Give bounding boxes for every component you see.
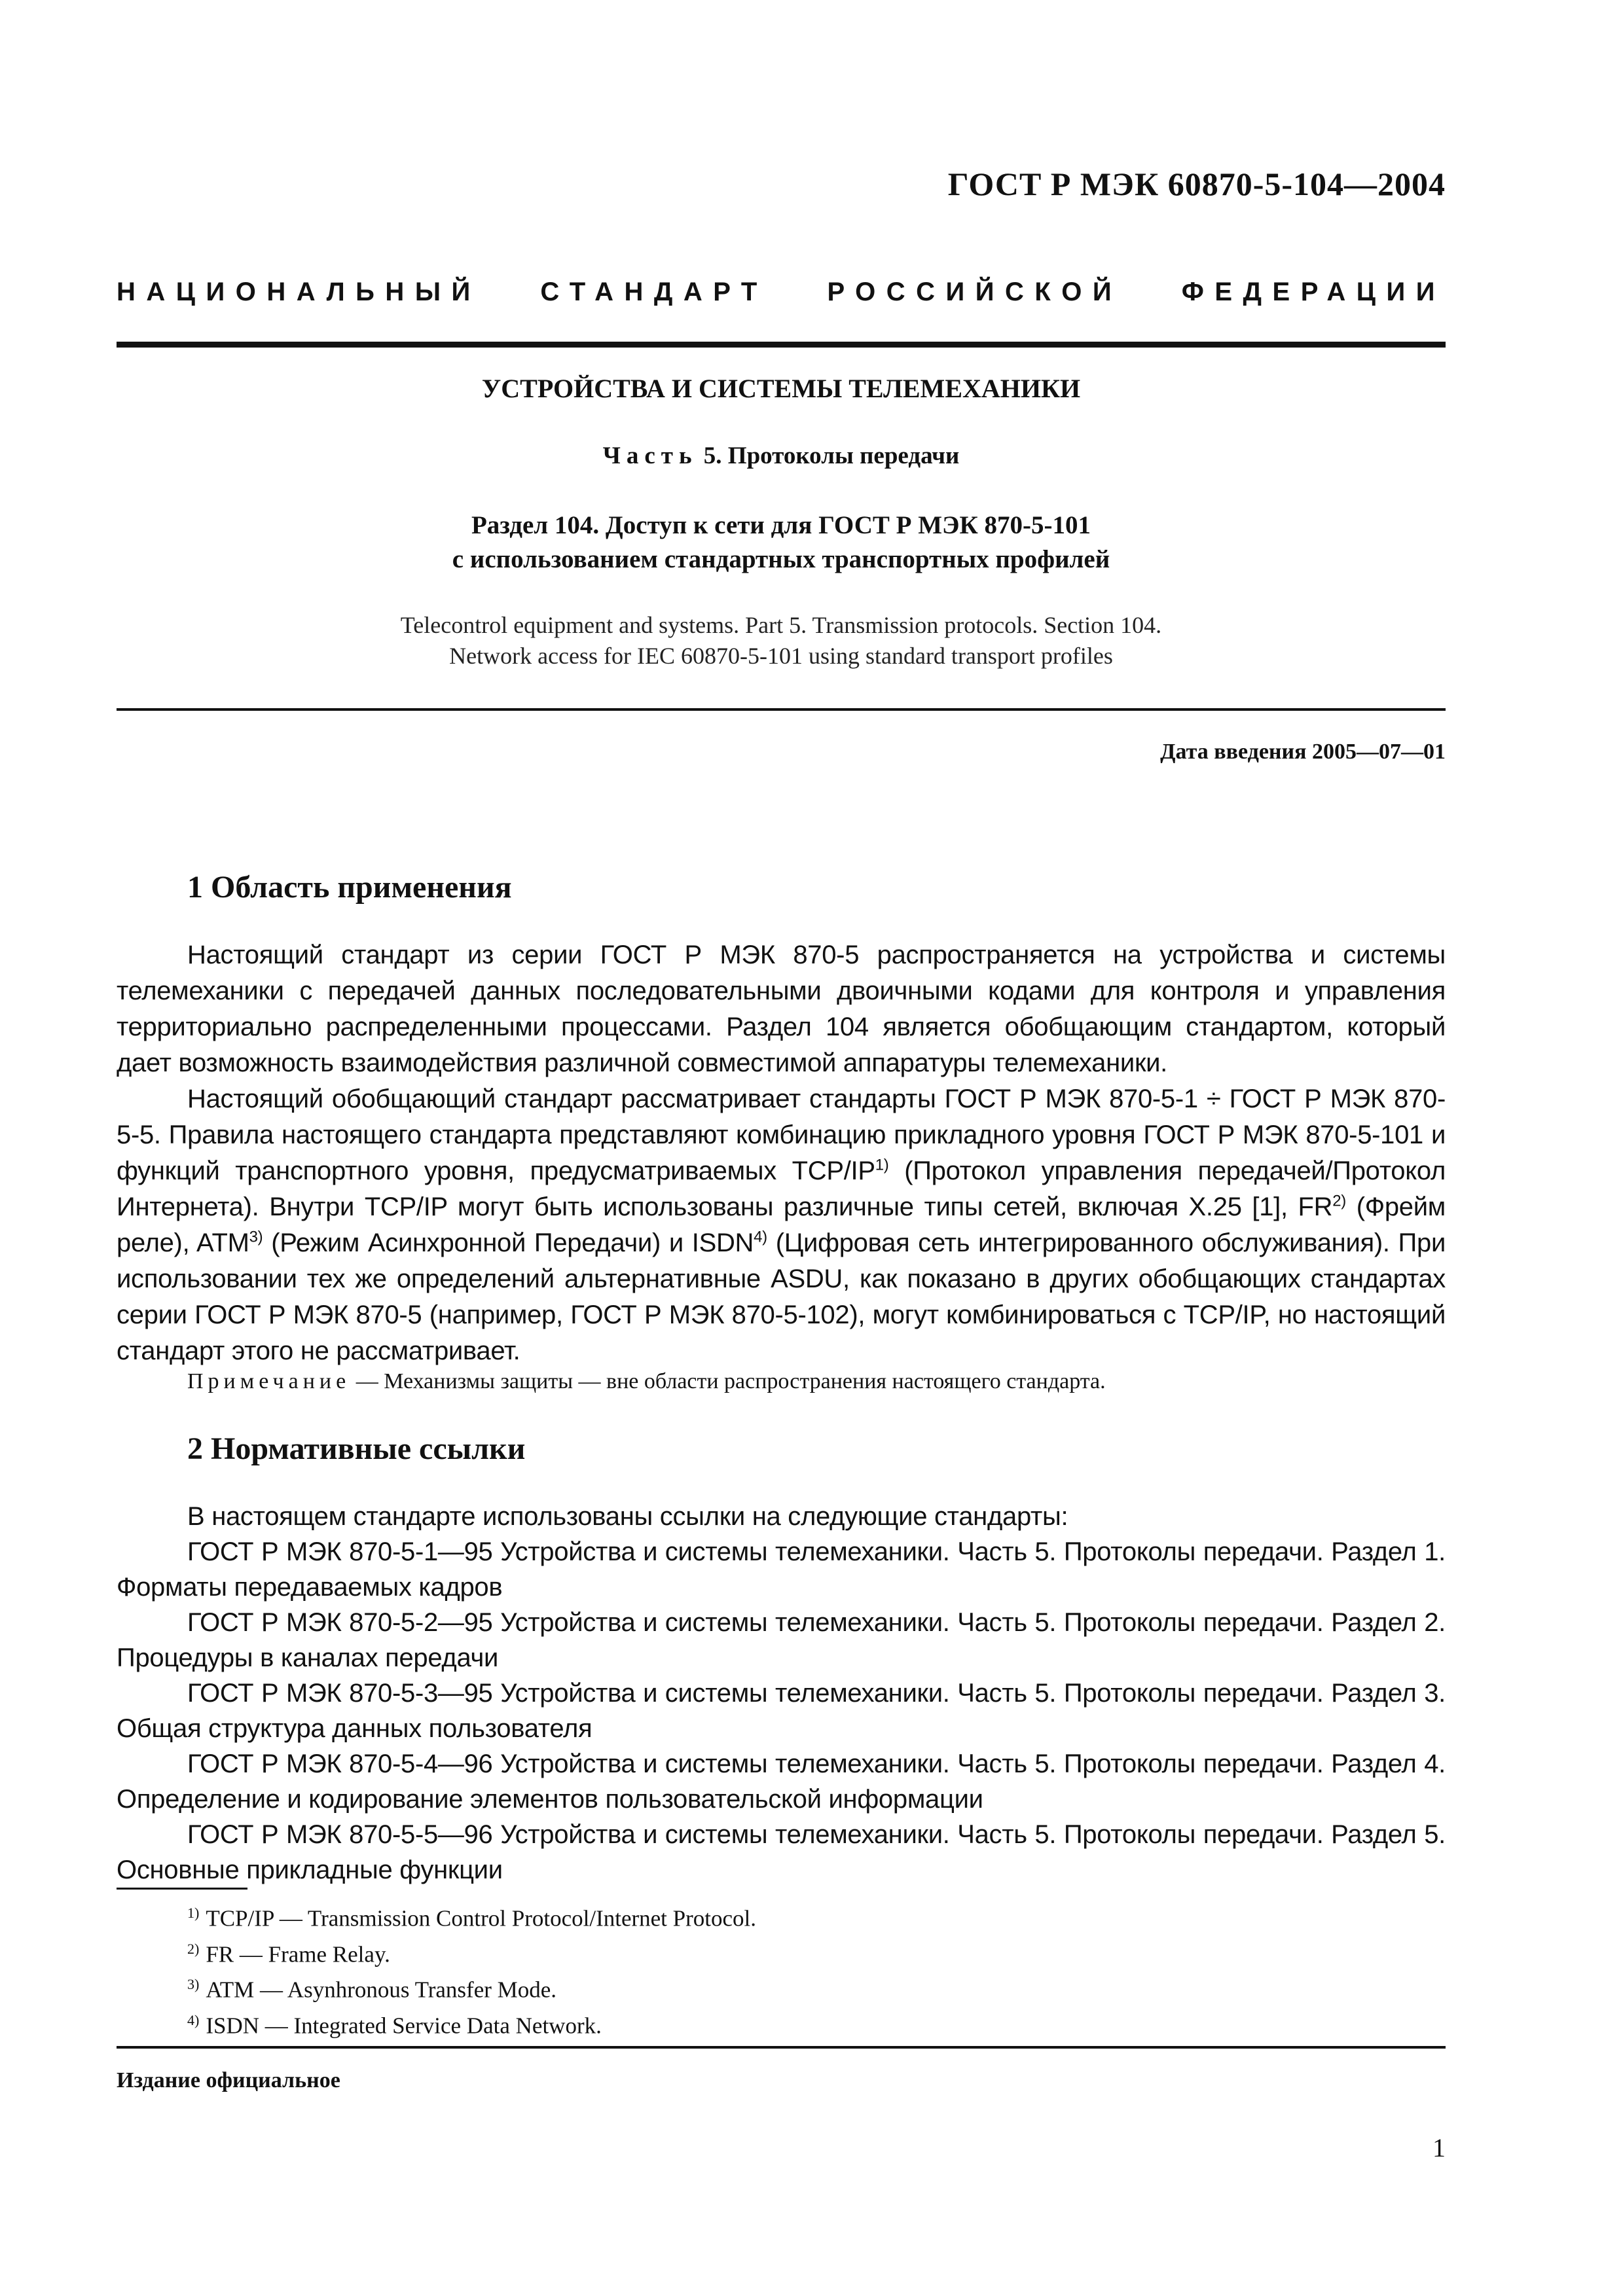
section-1-paragraph-2 — [117, 1081, 1446, 1369]
national-standard-heading: НАЦИОНАЛЬНЫЙ СТАНДАРТ РОССИЙСКОЙ ФЕДЕРАЦИИ — [117, 278, 1446, 306]
footnote-mark: 3) — [187, 1976, 200, 1993]
footnote-ref-3: 3) — [249, 1228, 263, 1246]
footnote-divider — [117, 1888, 247, 1890]
reference-item: ГОСТ Р МЭК 870-5-4—96 Устройства и системы телемеханики. Часть 5. Протоколы передачи. Раздел 4. Определение и кодирование элементов пользовательской информации — [117, 1749, 1446, 1814]
footnote-item — [187, 1969, 756, 2005]
footnote-ref-1: 1) — [875, 1156, 889, 1174]
page-number: 1 — [1432, 2133, 1446, 2162]
top-divider — [117, 342, 1446, 348]
section-1-heading: 1 Область применения — [187, 870, 512, 905]
part-rest: 5. Протоколы передачи — [703, 442, 960, 469]
footer-divider — [117, 2046, 1446, 2049]
reference-item: ГОСТ Р МЭК 870-5-2—95 Устройства и системы телемеханики. Часть 5. Протоколы передачи. Раздел 2. Процедуры в каналах передачи — [117, 1608, 1446, 1672]
paragraph-2-part-c: (Фрейм реле), ATM — [117, 1193, 1446, 1257]
english-title-line-1: Telecontrol equipment and systems. Part 5. Transmission protocols. Section 104. — [400, 612, 1162, 638]
part-title — [117, 442, 1446, 470]
part-label: Часть — [602, 442, 698, 469]
footnote-ref-2: 2) — [1332, 1192, 1346, 1210]
section-title-line-1: Раздел 104. Доступ к сети для ГОСТ Р МЭК 870-5-101 — [471, 511, 1091, 539]
normative-references — [117, 1499, 1446, 1888]
footnote-item — [187, 1934, 756, 1970]
footnote-text: ATM — Asynhronous Transfer Mode. — [206, 1977, 557, 2003]
document-page — [117, 0, 1446, 2296]
introduction-date: Дата введения 2005—07—01 — [1160, 740, 1446, 764]
paragraph-2-part-d: (Режим Асинхронной Передачи) и ISDN — [263, 1229, 754, 1257]
document-number: ГОСТ Р МЭК 60870-5-104—2004 — [947, 166, 1446, 202]
footnote-mark: 2) — [187, 1940, 200, 1957]
footnote-text: FR — Frame Relay. — [206, 1941, 390, 1967]
section-1-body — [117, 937, 1446, 1369]
footnote-item — [187, 2005, 756, 2041]
main-title: УСТРОЙСТВА И СИСТЕМЫ ТЕЛЕМЕХАНИКИ — [481, 374, 1081, 403]
title-divider — [117, 708, 1446, 711]
footnote-ref-4: 4) — [754, 1228, 767, 1246]
note — [187, 1369, 1106, 1394]
section-title-line-2: с использованием стандартных транспортных профилей — [452, 545, 1110, 573]
paragraph-2-part-b: (Протокол управления передачей/Протокол Интернета). Внутри TCP/IP могут быть использованы различные типы сетей, включая X.25 [1], FR — [117, 1157, 1446, 1221]
paragraph-2-part-a: Настоящий обобщающий стандарт рассматривает стандарты ГОСТ Р МЭК 870-5-1 ÷ ГОСТ Р МЭК 870-5-5. Правила настоящего стандарта представляют комбинацию прикладного уровня ГОСТ Р МЭК 870-5-101 и функций транспортного уровня, предусматриваемых TCP/IP — [117, 1085, 1446, 1185]
english-title — [117, 610, 1446, 672]
reference-item: ГОСТ Р МЭК 870-5-5—96 Устройства и системы телемеханики. Часть 5. Протоколы передачи. Раздел 5. Основные прикладные функции — [117, 1820, 1446, 1884]
reference-item: ГОСТ Р МЭК 870-5-1—95 Устройства и системы телемеханики. Часть 5. Протоколы передачи. Раздел 1. Форматы передаваемых кадров — [117, 1537, 1446, 1602]
footnote-text: ISDN — Integrated Service Data Network. — [206, 2013, 602, 2039]
reference-item: ГОСТ Р МЭК 870-5-3—95 Устройства и системы телемеханики. Часть 5. Протоколы передачи. Раздел 3. Общая структура данных пользователя — [117, 1679, 1446, 1743]
section-title — [117, 509, 1446, 577]
note-text: — Механизмы защиты — вне области распространения настоящего стандарта. — [350, 1369, 1106, 1393]
footnote-mark: 1) — [187, 1905, 200, 1921]
references-intro: В настоящем стандарте использованы ссылки на следующие стандарты: — [187, 1502, 1068, 1531]
footnote-mark: 4) — [187, 2011, 200, 2028]
footnote-text: TCP/IP — Transmission Control Protocol/Internet Protocol. — [206, 1905, 757, 1931]
note-label: Примечание — [187, 1369, 351, 1393]
section-1-paragraph-1: Настоящий стандарт из серии ГОСТ Р МЭК 870-5 распространяется на устройства и системы телемеханики с передачей данных последовательными двоичными кодами для контроля и управления территориально распределенными процессами. Раздел 104 является обобщающим стандартом, который дает возможность взаимодействия различной совместимой аппаратуры телемеханики. — [117, 941, 1446, 1077]
footnote-item — [187, 1898, 756, 1934]
section-2-heading: 2 Нормативные ссылки — [187, 1431, 526, 1466]
official-edition-label: Издание официальное — [117, 2068, 340, 2092]
paragraph-2-part-e: (Цифровая сеть интегрированного обслуживания). При использовании тех же определений альтернативные ASDU, как показано в других обобщающих стандартах серии ГОСТ Р МЭК 870-5 (например, ГОСТ Р МЭК 870-5-102), могут комбинироваться с TCP/IP, но настоящий стандарт этого не рассматривает. — [117, 1229, 1446, 1365]
english-title-line-2: Network access for IEC 60870-5-101 using standard transport profiles — [449, 643, 1113, 669]
footnotes — [187, 1898, 756, 2041]
